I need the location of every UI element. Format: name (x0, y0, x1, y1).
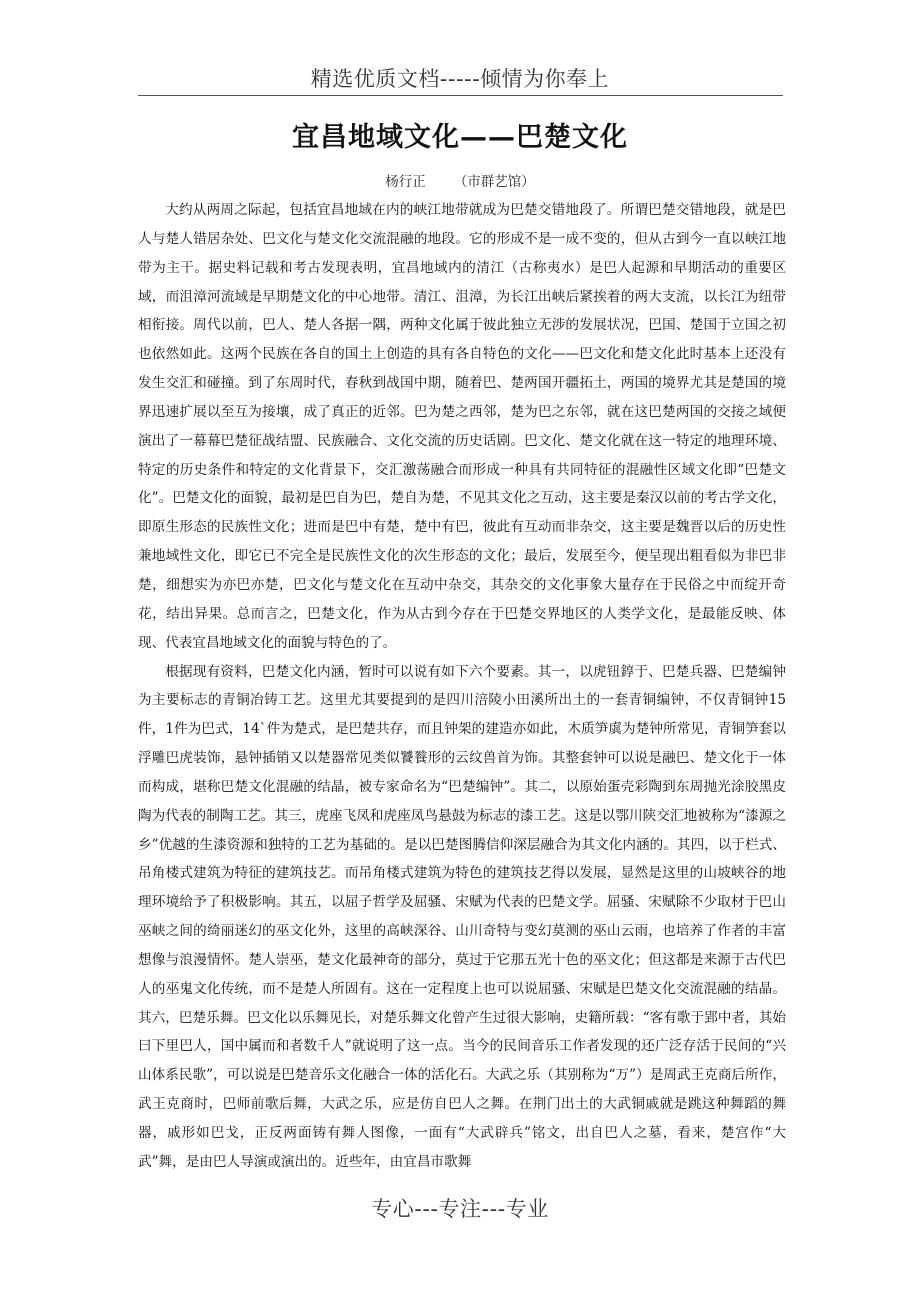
article-body (138, 196, 786, 1177)
paragraph: 根据现有资料，巴楚文化内涵，暂时可以说有如下六个要素。其一，以虎钮錞于、巴楚兵器、巴楚编钟为主要标志的青铜冶铸工艺。这里尤其要提到的是四川涪陵小田溪所出土的一套青铜编钟，不仅青铜钟15件，1件为巴式，14`件为楚式，是巴楚共存，而且钟架的建造亦如此，木质笋虡为楚钟所常见，青铜笋套以浮雕巴虎装饰，悬钟插销又以楚器常见类似饕餮形的云纹兽首为饰。其整套钟可以说是融巴、楚文化于一体而构成，堪称巴楚文化混融的结晶，被专家命名为“巴楚编钟”。其二，以原始蛋壳彩陶到东周抛光涂胶黑皮陶为代表的制陶工艺。其三，虎座飞凤和虎座凤鸟悬鼓为标志的漆工艺。这是以鄂川陕交汇地被称为“漆源之乡”优越的生漆资源和独特的工艺为基础的。是以巴楚图腾信仰深层融合为其文化内涵的。其四，以于栏式、吊角楼式建筑为特征的建筑技艺。而吊角楼式建筑为特色的建筑技艺得以发展，显然是这里的山坡峡谷的地理环境给予了积极影响。其五，以屈子哲学及屈骚、宋赋为代表的巴楚文学。屈骚、宋赋除不少取材于巴山巫峡之间的绮丽迷幻的巫文化外，这里的高峡深谷、山川奇特与变幻莫测的巫山云雨，也培养了作者的丰富想像与浪漫情怀。楚人崇巫，楚文化最神奇的部分，莫过于它那五光十色的巫文化；但这都是来源于古代巴人的巫鬼文化传统，而不是楚人所固有。这在一定程度上也可以说屈骚、宋赋是巴楚文化交流混融的结晶。其六，巴楚乐舞。巴文化以乐舞见长，对楚乐舞文化曾产生过很大影响，史籍所载：“客有歌于郢中者，其始曰下里巴人，国中属而和者数千人”就说明了这一点。当今的民间音乐工作者发现的还广泛存活于民间的“兴山体系民歌”，可以说是巴楚音乐文化融合一体的活化石。大武之乐（其别称为“万”）是周武王克商后所作，武王克商时，巴师前歌后舞，大武之乐，应是仿自巴人之舞。在荆门出土的大武铜戚就是跳这种舞蹈的舞器，戚形如巴戈，正反两面铸有舞人图像，一面有“大武辟兵”铭文，出自巴人之墓，看来，楚宫作“大武”舞，是由巴人导演或演出的。近些年，由宜昌市歌舞 (138, 663, 786, 1170)
document-title: 宜昌地域文化——巴楚文化 (292, 122, 628, 153)
paragraph: 大约从两周之际起，包括宜昌地域在内的峡江地带就成为巴楚交错地段了。所谓巴楚交错地段，就是巴人与楚人错居杂处、巴文化与楚文化交流混融的地段。它的形成不是一成不变的，但从古到今一直以峡江地带为主干。据史料记载和考古发现表明，宜昌地域内的清江（古称夷水）是巴人起源和早期活动的重要区域，而沮漳河流域是早期楚文化的中心地带。清江、沮漳，为长江出峡后紧挨着的两大支流，以长江为纽带相衔接。周代以前，巴人、楚人各据一隅，两种文化属于彼此独立无涉的发展状况，巴国、楚国于立国之初也依然如此。这两个民族在各自的国土上创造的具有各自特色的文化——巴文化和楚文化此时基本上还没有发生交汇和碰撞。到了东周时代，春秋到战国中期，随着巴、楚两国开疆拓土，两国的境界尤其是楚国的境界迅速扩展以至互为接壤，成了真正的近邻。巴为楚之西邻，楚为巴之东邻，就在这巴楚两国的交接之域便演出了一幕幕巴楚征战结盟、民族融合、文化交流的历史话剧。巴文化、楚文化就在这一特定的地理环境、特定的历史条件和特定的文化背景下，交汇激荡融合而形成一种具有共同特征的混融性区域文化即“巴楚文化”。巴楚文化的面貌，最初是巴自为巴，楚自为楚，不见其文化之互动，这主要是秦汉以前的考古学文化，即原生形态的民族性文化；进而是巴中有楚，楚中有巴，彼此有互动而非杂交，这主要是魏晋以后的历史性兼地域性文化，即它已不完全是民族性文化的次生形态的文化；最后，发展至今，便呈现出粗看似为非巴非楚，细想实为亦巴亦楚，巴文化与楚文化在互动中杂交，其杂交的文化事象大量存在于民俗之中而绽开奇花，结出异果。总而言之，巴楚文化，作为从古到今存在于巴楚交界地区的人类学文化，是最能反映、体现、代表宜昌地域文化的面貌与特色的了。 (138, 202, 786, 651)
byline (0, 170, 920, 190)
author-name: 杨行正 (385, 174, 426, 190)
page-header: 精选优质文档-----倾情为你奉上 (310, 67, 610, 91)
header-rule (138, 95, 783, 96)
page-footer: 专心---专注---专业 (371, 1197, 549, 1221)
author-affiliation: （市群艺馆） (453, 174, 535, 190)
